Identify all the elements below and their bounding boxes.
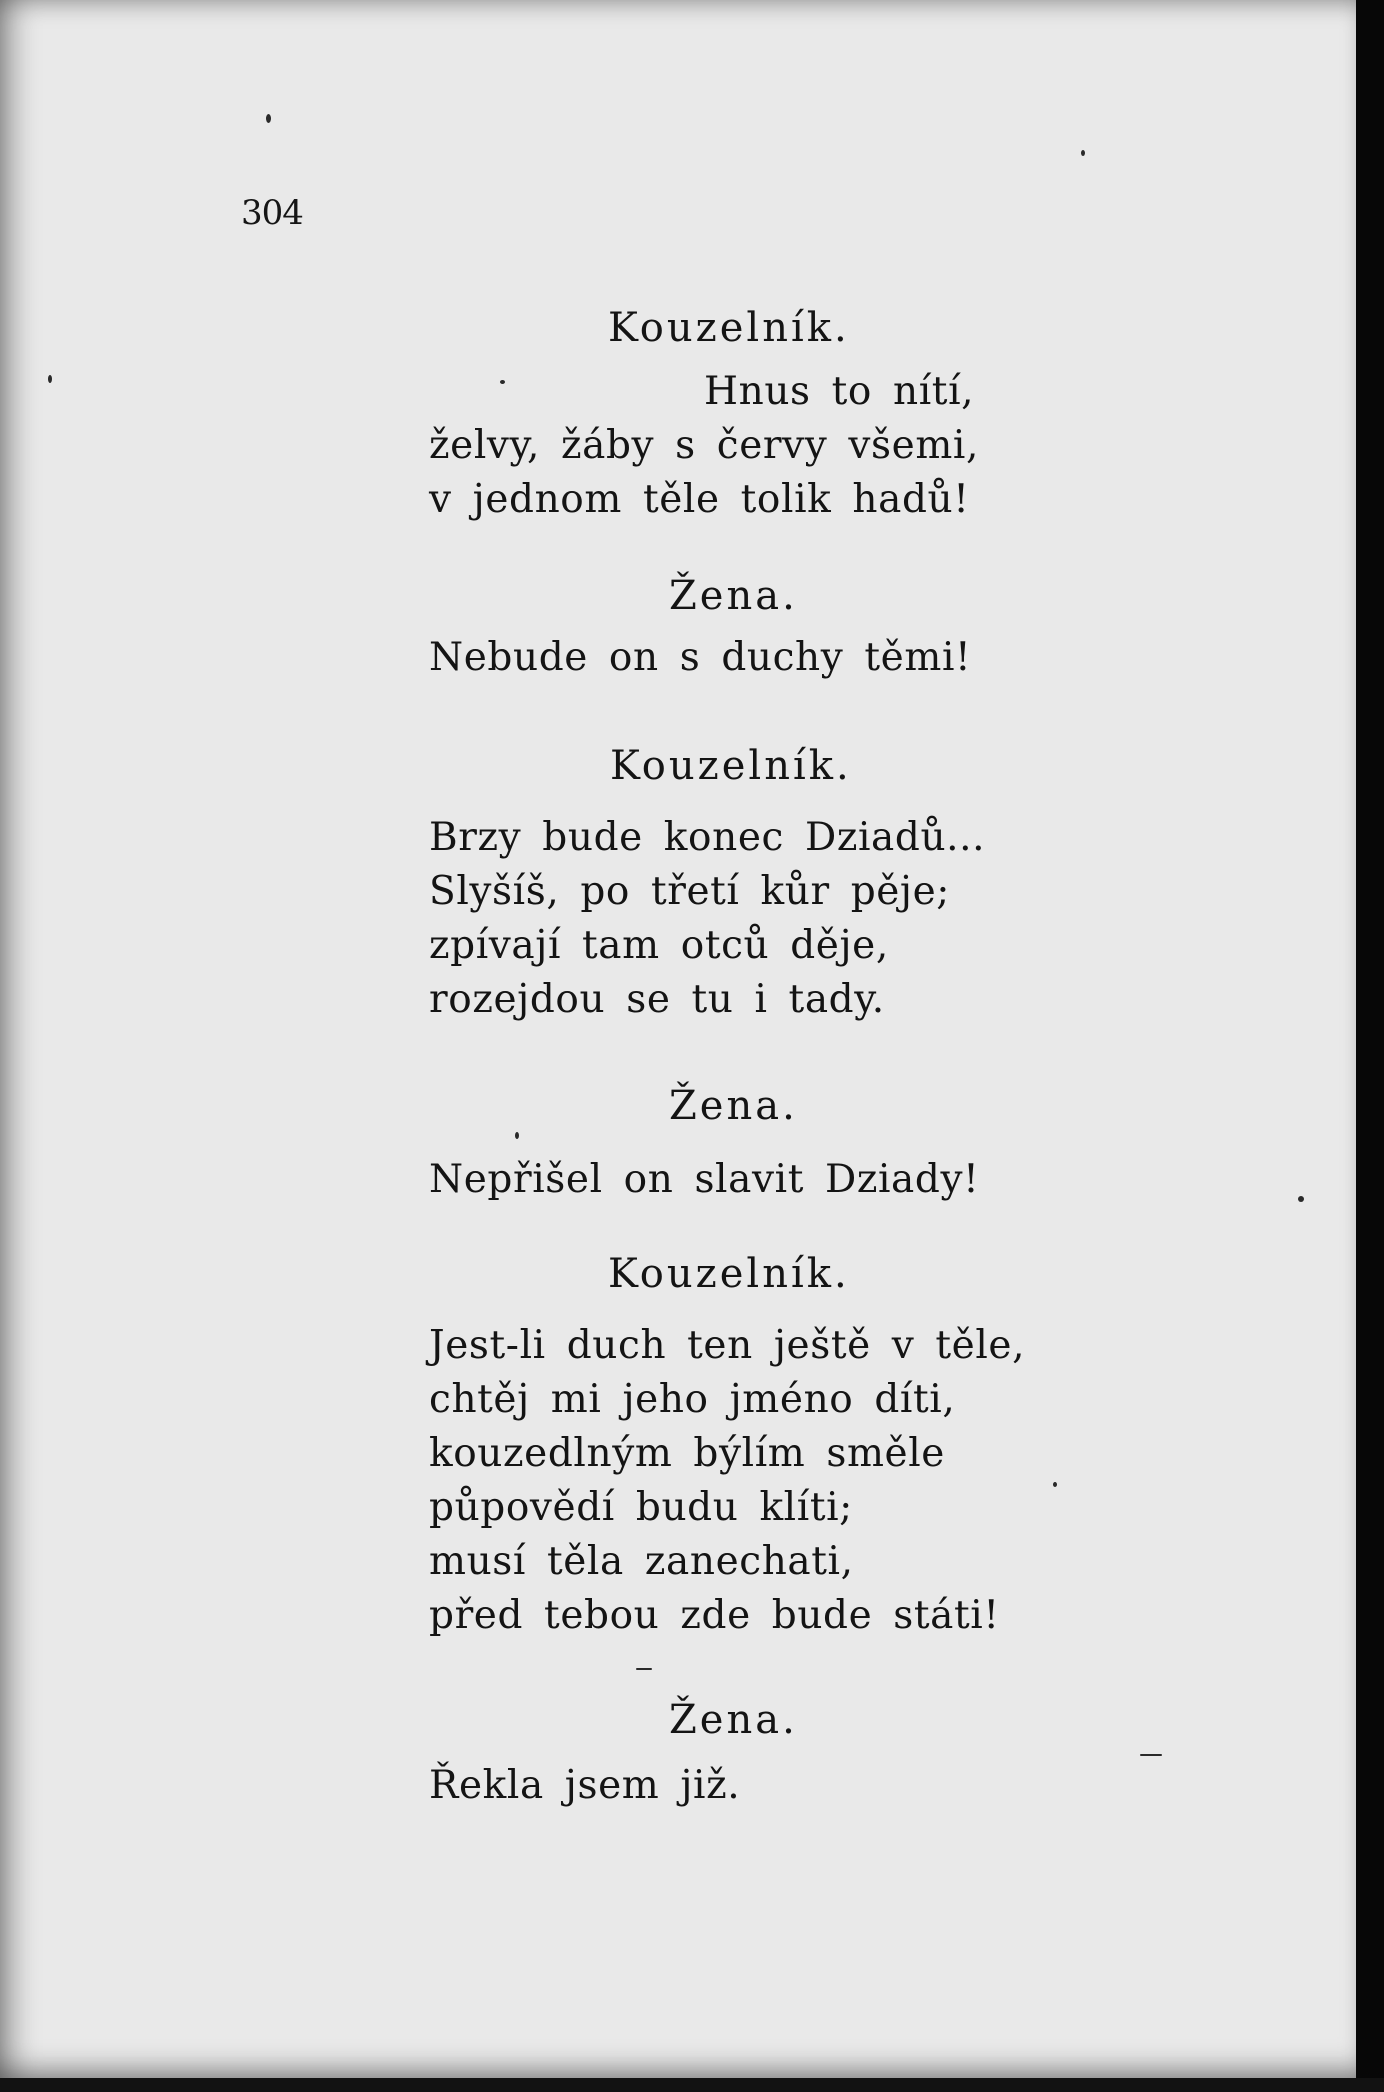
scan-right-border	[1356, 0, 1384, 2092]
scan-speck	[266, 114, 271, 123]
verse-line: Řekla jsem již.	[429, 1763, 741, 1808]
verse-line: Jest-li duch ten ještě v těle,	[429, 1323, 1026, 1368]
scan-speck	[48, 375, 52, 383]
scan-bottom-border	[0, 2078, 1384, 2092]
verse-line: musí těla zanechati,	[429, 1539, 854, 1584]
verse-line: v jednom těle tolik hadů!	[429, 477, 970, 522]
scan-speck	[1140, 1754, 1162, 1756]
verse-line: chtěj mi jeho jméno díti,	[429, 1377, 956, 1422]
scan-speck	[1081, 150, 1085, 156]
verse-line: Hnus to nítí,	[704, 369, 975, 414]
speaker-name: Kouzelník.	[608, 1251, 850, 1297]
speaker-name: Kouzelník.	[608, 305, 850, 351]
verse-line: Slyšíš, po třetí kůr pěje;	[429, 869, 951, 914]
scan-speck	[1053, 1482, 1057, 1487]
verse-line: rozejdou se tu i tady.	[429, 977, 885, 1022]
verse-line: zpívají tam otců děje,	[429, 923, 889, 968]
verse-line: Nebude on s duchy těmi!	[429, 635, 972, 680]
verse-line: Brzy bude konec Dziadů...	[429, 815, 986, 860]
scan-speck	[636, 1668, 652, 1670]
speaker-name: Žena.	[669, 1697, 798, 1743]
scan-speck	[500, 380, 505, 384]
page-number: 304	[241, 193, 303, 233]
speaker-name: Žena.	[669, 1083, 798, 1129]
verse-line: před tebou zde bude státi!	[429, 1593, 1000, 1638]
verse-line: Nepřišel on slavit Dziady!	[429, 1157, 980, 1202]
scan-speck	[515, 1132, 519, 1139]
scan-speck	[1298, 1196, 1304, 1202]
verse-line: želvy, žáby s červy všemi,	[429, 423, 979, 468]
speaker-name: Žena.	[669, 573, 798, 619]
speaker-name: Kouzelník.	[610, 743, 852, 789]
verse-line: kouzedlným býlím směle	[429, 1431, 945, 1476]
verse-line: půpovědí budu klíti;	[429, 1485, 853, 1530]
